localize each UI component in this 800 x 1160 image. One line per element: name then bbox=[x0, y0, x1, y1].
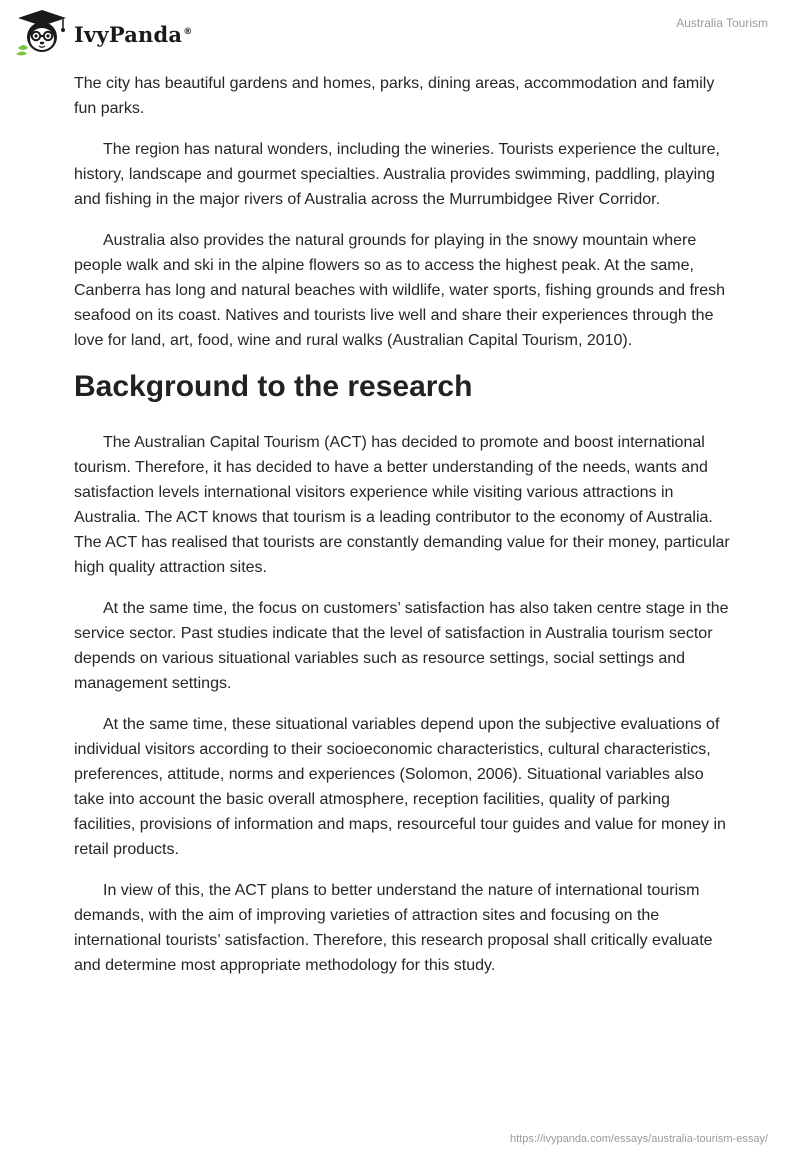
brand-name: IvyPanda® bbox=[74, 21, 193, 47]
section-heading: Background to the research bbox=[74, 370, 473, 403]
essay-body bbox=[74, 71, 734, 994]
paragraph: Australia also provides the natural grounds for playing in the snowy mountain where people walk and ski in the alpine flowers so as to access the highest peak. At the same, Canberra has long and natural beaches with wildlife, water sports, fishing grounds and fresh seafood on its coast. Natives and tourists live well and share their experiences through the love for land, art, food, wine and rural walks (Australian Capital Tourism, 2010). bbox=[74, 232, 726, 349]
paragraph: The region has natural wonders, including the wineries. Tourists experience the culture, history, landscape and gourmet specialties. Australia provides swimming, paddling, playing and fishing in the major rivers of Australia across the Murrumbidgee River Corridor. bbox=[74, 141, 720, 208]
source-url[interactable]: https://ivypanda.com/essays/australia-tourism-essay/ bbox=[510, 1133, 768, 1145]
panda-graduate-icon bbox=[14, 8, 70, 56]
paragraph: The city has beautiful gardens and homes, parks, dining areas, accommodation and family fun parks. bbox=[74, 75, 715, 117]
paragraph: In view of this, the ACT plans to better understand the nature of international tourism demands, with the aim of improving varieties of attraction sites and focusing on the international tourists’ satisfaction. Therefore, this research proposal shall critically evaluate and determine most appropriate methodology for this study. bbox=[74, 882, 713, 974]
page-header bbox=[0, 0, 800, 70]
document-title: Australia Tourism bbox=[676, 16, 768, 30]
registered-mark: ® bbox=[183, 26, 193, 37]
paragraph: The Australian Capital Tourism (ACT) has decided to promote and boost international tourism. Therefore, it has decided to have a better understanding of the needs, wants and satisfaction levels international visitors experience while visiting various attractions in Australia. The ACT knows that tourism is a leading contributor to the economy of Australia. The ACT has realised that tourists are constantly demanding value for their money, particular high quality attraction sites. bbox=[74, 434, 730, 576]
paragraph: At the same time, the focus on customers’ satisfaction has also taken centre stage in the service sector. Past studies indicate that the level of satisfaction in Australia tourism sector depends on various situational variables such as resource settings, social settings and management settings. bbox=[74, 600, 729, 692]
ivypanda-logo[interactable] bbox=[14, 8, 192, 56]
paragraph: At the same time, these situational variables depend upon the subjective evaluations of individual visitors according to their socioeconomic characteristics, cultural characteristics, preferences, attitude, norms and experiences (Solomon, 2006). Situational variables also take into account the basic overall atmosphere, reception facilities, quality of parking facilities, provisions of information and maps, resourceful tour guides and value for money in retail products. bbox=[74, 716, 726, 858]
